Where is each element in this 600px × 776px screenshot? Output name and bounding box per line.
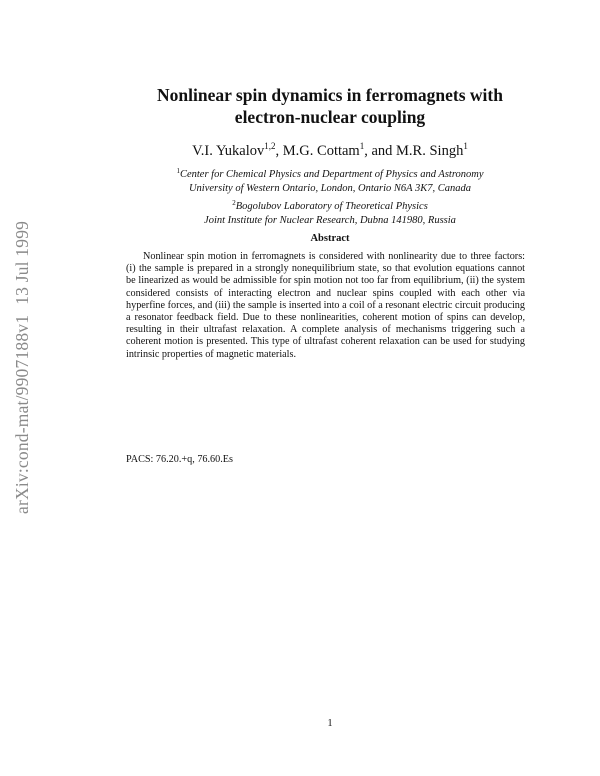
title-line-2: electron-nuclear coupling bbox=[234, 107, 426, 127]
pacs-codes: PACS: 76.20.+q, 76.60.Es bbox=[126, 454, 233, 465]
affiliation-1-line-1: $^1$Center for Chemical Physics and Department of Physics and Astronomy bbox=[176, 167, 484, 180]
title-line-1: Nonlinear spin dynamics in ferromagnets with bbox=[157, 85, 503, 105]
author-affiliation-mark: 1 bbox=[463, 141, 468, 151]
arxiv-stamp bbox=[12, 221, 33, 514]
author-separator: , and bbox=[364, 143, 397, 159]
author-list bbox=[120, 137, 540, 160]
author-affiliation-mark: 1 bbox=[359, 141, 365, 151]
page-number: 1 bbox=[327, 718, 333, 729]
arxiv-date: 13 Jul 1999 bbox=[12, 220, 32, 305]
affiliation-2-line-2: Joint Institute for Nuclear Research, Dubna 141980, Russia bbox=[204, 215, 456, 226]
author-name: M.G. Cottam bbox=[282, 143, 360, 159]
author-name: V.I. Yukalov bbox=[192, 143, 265, 159]
affiliations bbox=[120, 164, 540, 228]
abstract-heading: Abstract bbox=[310, 233, 350, 244]
affiliation-1-line-2: University of Western Ontario, London, Ontario N6A 3K7, Canada bbox=[188, 183, 472, 194]
author-name: M.R. Singh bbox=[396, 143, 464, 159]
affiliation-mark: 1 bbox=[176, 167, 180, 175]
paper-title bbox=[120, 84, 540, 128]
arxiv-identifier: arXiv:cond-mat/9907188v1 bbox=[12, 314, 32, 514]
affiliation-2-line-1: $^2$Bogolubov Laboratory of Theoretical Physics bbox=[232, 199, 428, 212]
affiliation-mark: 2 bbox=[232, 199, 236, 207]
author-affiliation-mark: 1,2 bbox=[264, 141, 276, 151]
author-separator: , bbox=[275, 143, 283, 159]
abstract-text: Nonlinear spin motion in ferromagnets is considered with nonlinearity due to three factors: (i) the sample is prepared in a strongly nonequilibrium state, so that evolution equations cannot be linearized as would be admissible for spin motion not too far from equilibrium, (ii) the system considered consists of interacting electron and nuclear spins coupled with each other via hyperfine forces, and (iii) the sample is inserted into a coil of a resonant electric circuit producing a resonator feedback field. Due to these nonlinearities, coherent motion of spins can develop, resulting in their ultrafast relaxation. A complete analysis of mechanisms triggering such a coherent motion is presented. This type of ultrafast coherent relaxation can be used for studying intrinsic properties of magnetic materials. bbox=[126, 251, 525, 360]
